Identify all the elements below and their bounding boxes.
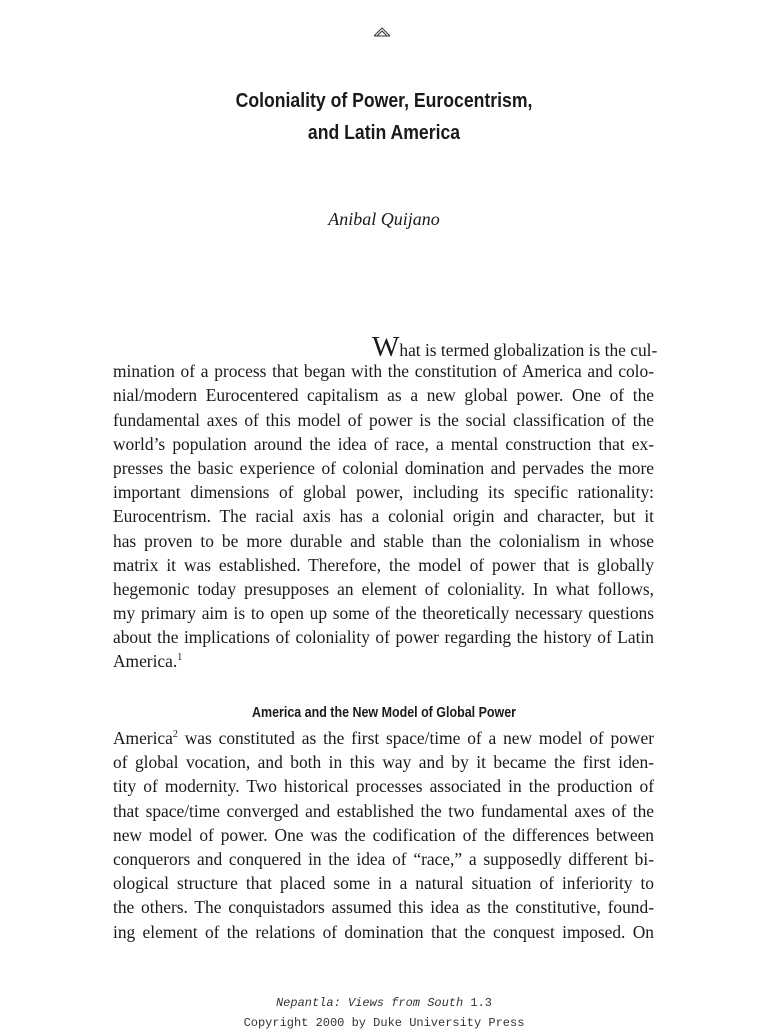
intro-line: presses the basic experience of colonial domination and pervades the more: [113, 457, 654, 478]
section-line: conquerors and conquered in the idea of “race,” a supposedly different bi-: [113, 848, 654, 869]
journal-name: Nepantla: Views from South: [275, 996, 464, 1010]
intro-line: mination of a process that began with the constitution of America and colo-: [113, 361, 654, 382]
section-heading: America and the New Model of Global Power: [251, 705, 516, 721]
intro-line: important dimensions of global power, including its specific rationality:: [113, 482, 654, 503]
article-title-line-1: Coloniality of Power, Eurocentrism,: [235, 89, 533, 112]
journal-issue: 1.3: [463, 996, 493, 1010]
journal-citation: [0, 995, 768, 1011]
footnote-marker-2[interactable]: 2: [172, 729, 178, 740]
section-line: of global vocation, and both in this way and by it became the first iden-: [113, 752, 654, 773]
section-line: ological structure that placed some in a natural situation of inferiority to: [113, 873, 654, 894]
section-line: tity of modernity. Two historical processes associated in the production of: [113, 776, 654, 797]
section-line: ing element of the relations of domination that the conquest imposed. On: [113, 921, 654, 942]
intro-line: has proven to be more durable and stable than the colonialism in whose: [113, 530, 654, 551]
intro-line: my primary aim is to open up some of the theoretically necessary questions: [113, 603, 654, 624]
section-line: new model of power. One was the codification of the differences between: [113, 824, 654, 845]
intro-line: What is termed globalization is the cul-: [372, 331, 658, 363]
intro-paragraph: [113, 331, 658, 674]
article-title-line-2: and Latin America: [307, 121, 461, 144]
intro-line: about the implications of coloniality of power regarding the history of Latin: [113, 627, 654, 648]
intro-line: Eurocentrism. The racial axis has a colonial origin and character, but it: [113, 506, 654, 527]
section-paragraph: [113, 726, 654, 944]
drop-cap: W: [372, 331, 400, 363]
section-line: America$^2$ was constituted as the first space/time of a new model of power: [113, 728, 654, 748]
copyright-notice: Copyright 2000 by Duke University Press: [243, 1016, 525, 1030]
section-line: that space/time converged and established the two fundamental axes of the: [113, 800, 654, 821]
intro-line: world’s population around the idea of race, a mental construction that ex-: [113, 433, 654, 454]
intro-line: matrix it was established. Therefore, the model of power that is globally: [113, 554, 654, 575]
intro-line: nial/modern Eurocentered capitalism as a new global power. One of the: [113, 385, 654, 406]
author-name: Anibal Quijano: [328, 209, 440, 229]
chevron-stack-icon: [372, 24, 392, 38]
section-line: the others. The conquistadors assumed this idea as the constitutive, found-: [113, 897, 654, 918]
intro-last-line: America.$^1$: [113, 651, 183, 672]
intro-line: fundamental axes of this model of power is the social classification of the: [113, 409, 654, 430]
footnote-marker-1[interactable]: 1: [177, 652, 183, 664]
intro-line: hegemonic today presupposes an element of coloniality. In what follows,: [113, 578, 654, 599]
